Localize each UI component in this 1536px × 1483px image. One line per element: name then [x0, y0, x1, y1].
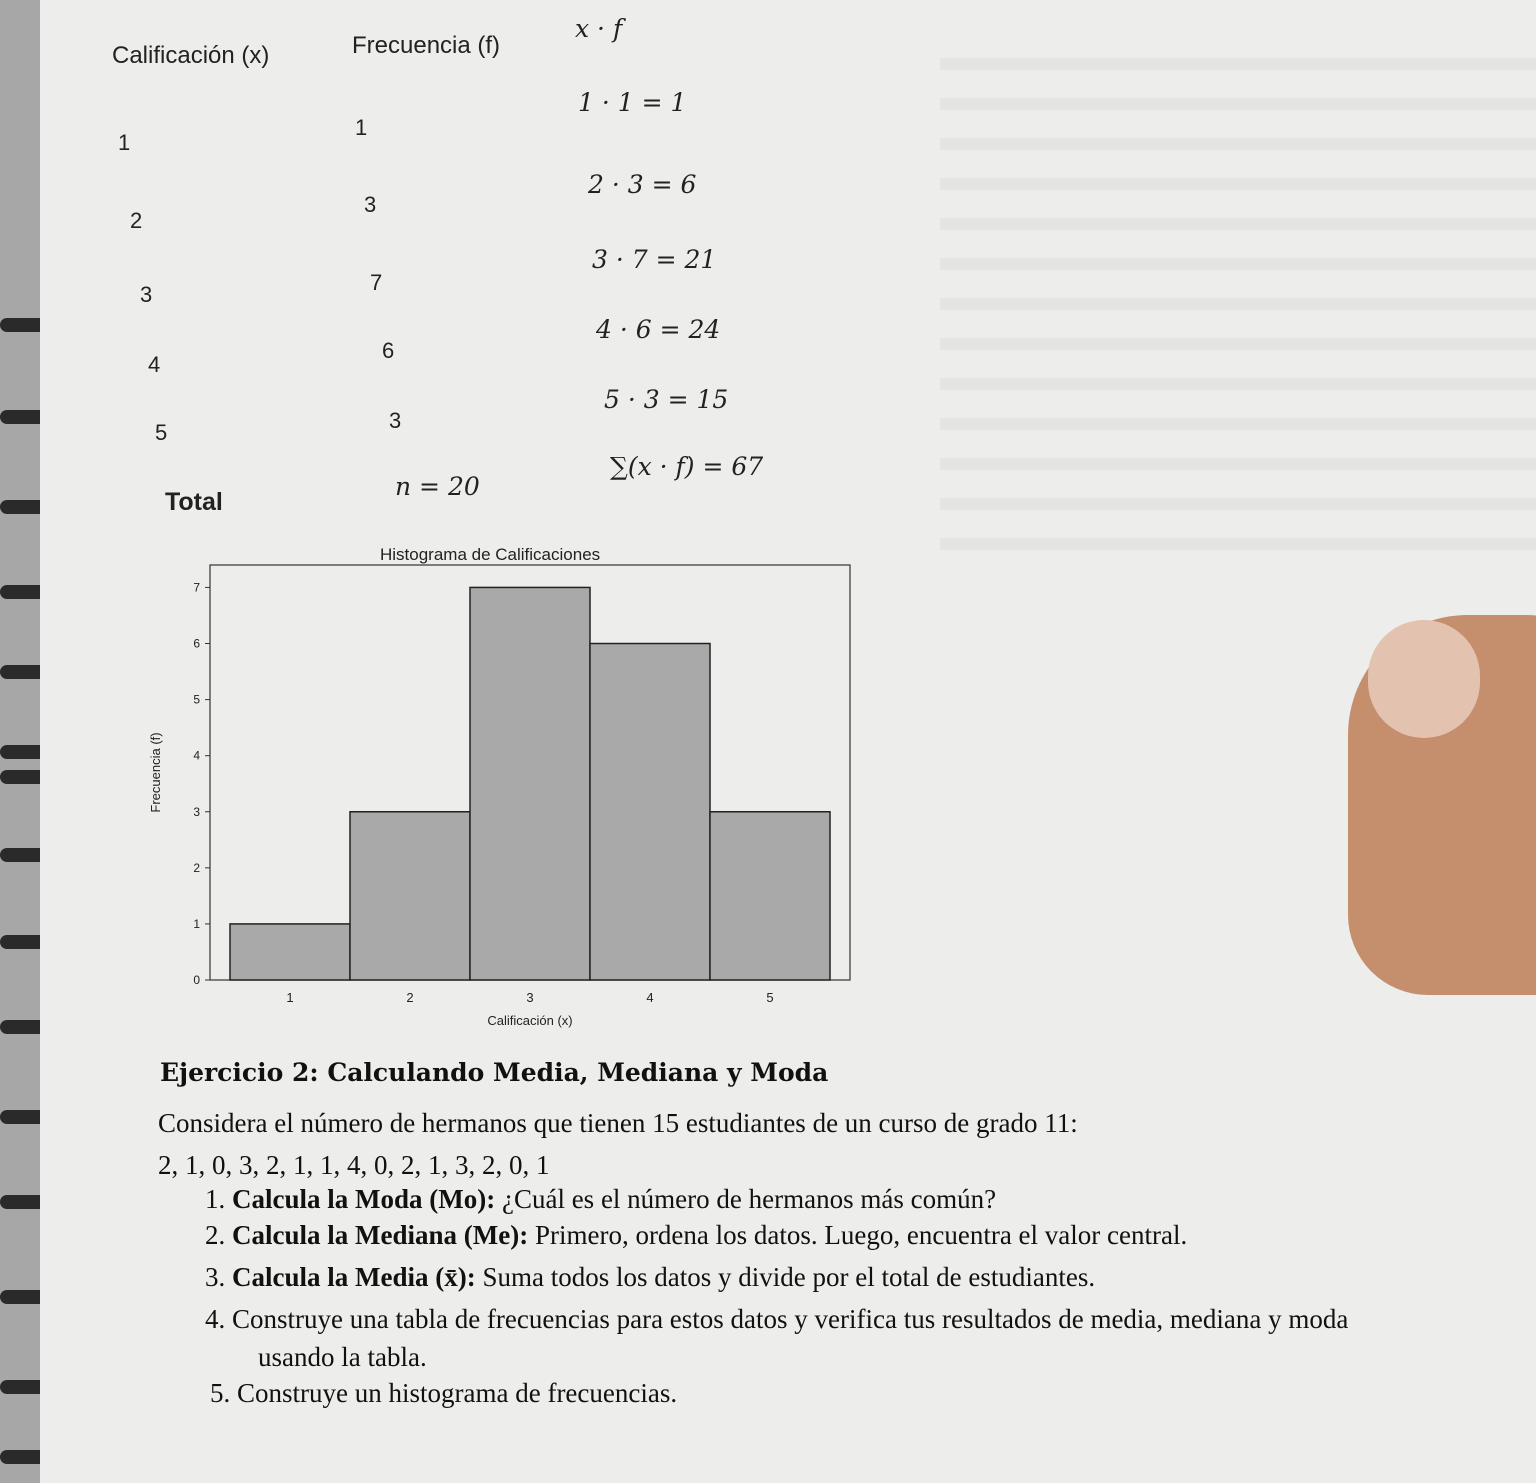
item-1-bold: Calcula la Moda (Mo): [232, 1184, 496, 1214]
y-tick-label: 7 [193, 580, 200, 595]
row-1-xf: 1 · 1 = 1 [578, 88, 687, 117]
exercise-intro: Considera el número de hermanos que tienen 15 estudiantes de un curso de grado 11: [158, 1108, 1078, 1138]
item-1 [205, 1184, 996, 1215]
bleed-through-text [940, 30, 1536, 570]
y-tick-label: 4 [193, 748, 200, 763]
row-3-x: 3 [140, 282, 153, 307]
item-5-text: Construye un histograma de frecuencias. [237, 1378, 678, 1408]
row-1-f: 1 [355, 115, 368, 140]
exercise-data-line: 2, 1, 0, 3, 2, 1, 1, 4, 0, 2, 1, 3, 2, 0, 1 [158, 1150, 550, 1180]
row-2-xf: 2 · 3 = 6 [588, 170, 697, 199]
item-2-text: Primero, ordena los datos. Luego, encuentra el valor central. [528, 1220, 1188, 1250]
y-tick-label: 2 [193, 860, 200, 875]
thumbnail [1368, 620, 1480, 738]
row-4-x: 4 [148, 352, 161, 377]
item-2 [205, 1220, 1187, 1251]
header-xf: x · f [575, 14, 623, 43]
row-4-xf: 4 · 6 = 24 [596, 315, 721, 344]
item-5 [210, 1378, 677, 1409]
histogram-chart [130, 545, 870, 1055]
row-1-x: 1 [118, 130, 131, 155]
item-2-bold: Calcula la Mediana (Me): [232, 1220, 529, 1250]
item-3-num: 3. [205, 1262, 226, 1292]
row-2-x: 2 [130, 208, 143, 233]
histogram-bar [350, 812, 470, 980]
item-4-num: 4. [205, 1304, 226, 1334]
x-axis-label: Calificación (x) [487, 1013, 573, 1028]
item-3-bold: Calcula la Media (x̄): [232, 1262, 476, 1292]
item-4 [205, 1304, 1348, 1335]
chart-title: Histograma de Calificaciones [380, 545, 601, 564]
item-3-text: Suma todos los datos y divide por el total de estudiantes. [475, 1262, 1096, 1292]
histogram-bar [230, 924, 350, 980]
item-4-text: Construye una tabla de frecuencias para estos datos y verifica tus resultados de media, mediana y moda [232, 1304, 1349, 1334]
item-1-text: ¿Cuál es el número de hermanos más común? [495, 1184, 997, 1214]
row-3-xf: 3 · 7 = 21 [592, 245, 717, 274]
row-2-f: 3 [364, 192, 377, 217]
item-1-num: 1. [205, 1184, 226, 1214]
total-label: Total [165, 488, 223, 516]
y-tick-label: 1 [193, 916, 200, 931]
y-tick-label: 5 [193, 692, 200, 707]
x-tick-label: 3 [526, 990, 534, 1005]
x-tick-label: 5 [766, 990, 774, 1005]
item-2-num: 2. [205, 1220, 226, 1250]
y-axis-label: Frecuencia (f) [148, 732, 163, 813]
histogram-bar [470, 587, 590, 980]
exercise-title: Ejercicio 2: Calculando Media, Mediana y Moda [160, 1058, 829, 1087]
y-tick-label: 3 [193, 804, 200, 819]
row-4-f: 6 [382, 338, 395, 363]
row-3-f: 7 [370, 270, 383, 295]
histogram-svg [130, 545, 870, 1055]
total-n: n = 20 [395, 472, 480, 501]
item-4-cont: usando la tabla. [258, 1342, 427, 1372]
row-5-f: 3 [389, 408, 402, 433]
row-5-xf: 5 · 3 = 15 [604, 385, 729, 414]
row-5-x: 5 [155, 420, 168, 445]
item-5-num: 5. [210, 1378, 231, 1408]
histogram-bar [590, 644, 710, 980]
x-tick-label: 2 [406, 990, 414, 1005]
item-3 [205, 1262, 1095, 1293]
header-calificacion: Calificación (x) [112, 42, 270, 69]
y-tick-label: 6 [193, 636, 200, 651]
header-frecuencia: Frecuencia (f) [352, 32, 501, 59]
histogram-bar [710, 812, 830, 980]
total-sum: ∑(x · f) = 67 [610, 452, 764, 481]
x-tick-label: 1 [286, 990, 294, 1005]
y-tick-label: 0 [193, 973, 200, 987]
x-tick-label: 4 [646, 990, 654, 1005]
